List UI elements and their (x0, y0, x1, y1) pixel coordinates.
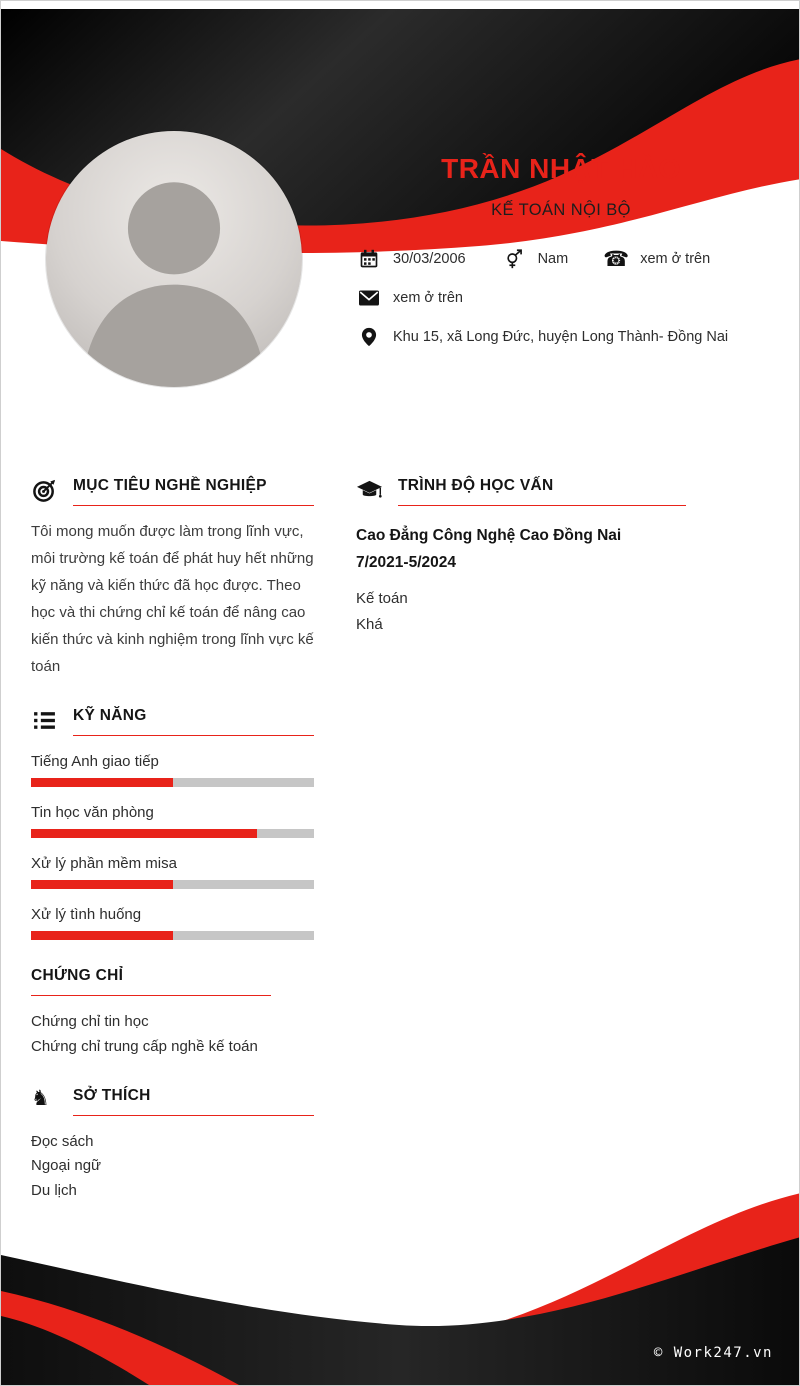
hobby-item: Du lịch (31, 1182, 77, 1199)
skill-bar-fill (31, 829, 257, 838)
contact-row-3 (357, 326, 781, 348)
section-skills (31, 707, 314, 940)
skill-bar-track (31, 880, 314, 889)
skill-label: Xử lý phần mềm misa (31, 855, 177, 872)
gender-item (502, 248, 569, 270)
email-value: xem ở trên (393, 290, 463, 306)
section-objective (31, 477, 314, 680)
certificate-item: Chứng chỉ trung cấp nghề kế toán (31, 1037, 258, 1055)
objective-body: Tôi mong muốn được làm trong lĩnh vực, môi trường kế toán để phát huy hết những kỹ năng và kiến thức đã học được. Theo học và thi chứng chỉ kế toán để nâng cao kiến thức và kinh nghiệm trong lĩnh vực kế toán (31, 523, 314, 675)
skill-bar-track (31, 829, 314, 838)
skill-item (31, 804, 314, 838)
list-icon (31, 707, 61, 733)
skill-bar-fill (31, 880, 173, 889)
hobby-item: Đọc sách (31, 1132, 94, 1150)
brand-credit: © Work247.vn (653, 1345, 773, 1361)
section-education (356, 477, 686, 633)
certificates-title: CHỨNG CHỈ (31, 967, 124, 984)
education-entry (356, 522, 686, 633)
hobbies-title-underline (73, 1087, 314, 1116)
hobby-item: Ngoại ngữ (31, 1157, 102, 1175)
skill-item (31, 855, 314, 889)
phone-icon: ☎ (603, 247, 630, 271)
skill-bar-track (31, 931, 314, 940)
education-grade: Khá (356, 616, 383, 634)
certificates-list (31, 1010, 314, 1060)
left-column (31, 471, 314, 1204)
skill-bar-track (31, 778, 314, 787)
gender-icon (502, 248, 526, 270)
hobbies-title: SỞ THÍCH (73, 1086, 151, 1104)
section-certificates (31, 967, 314, 1060)
footer (1, 1175, 800, 1385)
skill-item (31, 906, 314, 940)
profile-photo (46, 131, 302, 387)
job-title: KẾ TOÁN NỘI BỘ (491, 201, 631, 219)
contact-row-2 (357, 287, 781, 309)
graduation-cap-icon (356, 477, 386, 503)
objective-header (31, 477, 314, 506)
phone-item (604, 248, 710, 270)
calendar-icon (357, 248, 381, 270)
gender-value: Nam (537, 251, 569, 267)
address-value: Khu 15, xã Long Đức, huyện Long Thành- Đồng Nai (393, 329, 729, 345)
certificates-header (31, 967, 314, 996)
email-item (357, 287, 463, 309)
skill-label: Tiếng Anh giao tiếp (31, 753, 159, 770)
education-title: TRÌNH ĐỘ HỌC VẤN (398, 477, 554, 494)
dob-item (357, 248, 466, 270)
contact-row-1 (357, 248, 781, 270)
skills-list (31, 753, 314, 940)
skill-label: Xử lý tình huống (31, 906, 142, 923)
objective-title: MỤC TIÊU NGHỀ NGHIỆP (73, 477, 267, 494)
hobbies-header (31, 1087, 314, 1116)
education-period: 7/2021-5/2024 (356, 554, 456, 572)
education-title-underline (398, 477, 686, 506)
education-school: Cao Đẳng Công Nghệ Cao Đồng Nai (356, 527, 622, 544)
email-icon (357, 287, 381, 309)
location-icon (357, 326, 381, 348)
person-silhouette-icon (46, 131, 302, 387)
address-item (357, 326, 728, 348)
skills-title: KỸ NĂNG (73, 707, 147, 724)
right-column (356, 471, 686, 1204)
chess-knight-icon: ♞ (31, 1086, 50, 1110)
skill-item (31, 753, 314, 787)
skill-bar-fill (31, 778, 173, 787)
target-icon (31, 477, 61, 503)
skill-label: Tin học văn phòng (31, 804, 154, 821)
contact-info (341, 248, 781, 348)
header-info (341, 153, 781, 365)
certificates-title-underline (31, 967, 271, 996)
skills-title-underline (73, 707, 314, 736)
main-content (1, 471, 799, 1204)
education-major: Kế toán (356, 590, 408, 608)
objective-title-underline (73, 477, 314, 506)
skill-bar-fill (31, 931, 173, 940)
certificate-item: Chứng chỉ tin học (31, 1013, 149, 1030)
education-header (356, 477, 686, 506)
header (1, 1, 799, 471)
skills-header (31, 707, 314, 736)
dob-value: 30/03/2006 (393, 251, 466, 267)
phone-value: xem ở trên (640, 251, 711, 267)
candidate-name: TRẦN NHẬT HÀO (441, 153, 681, 184)
